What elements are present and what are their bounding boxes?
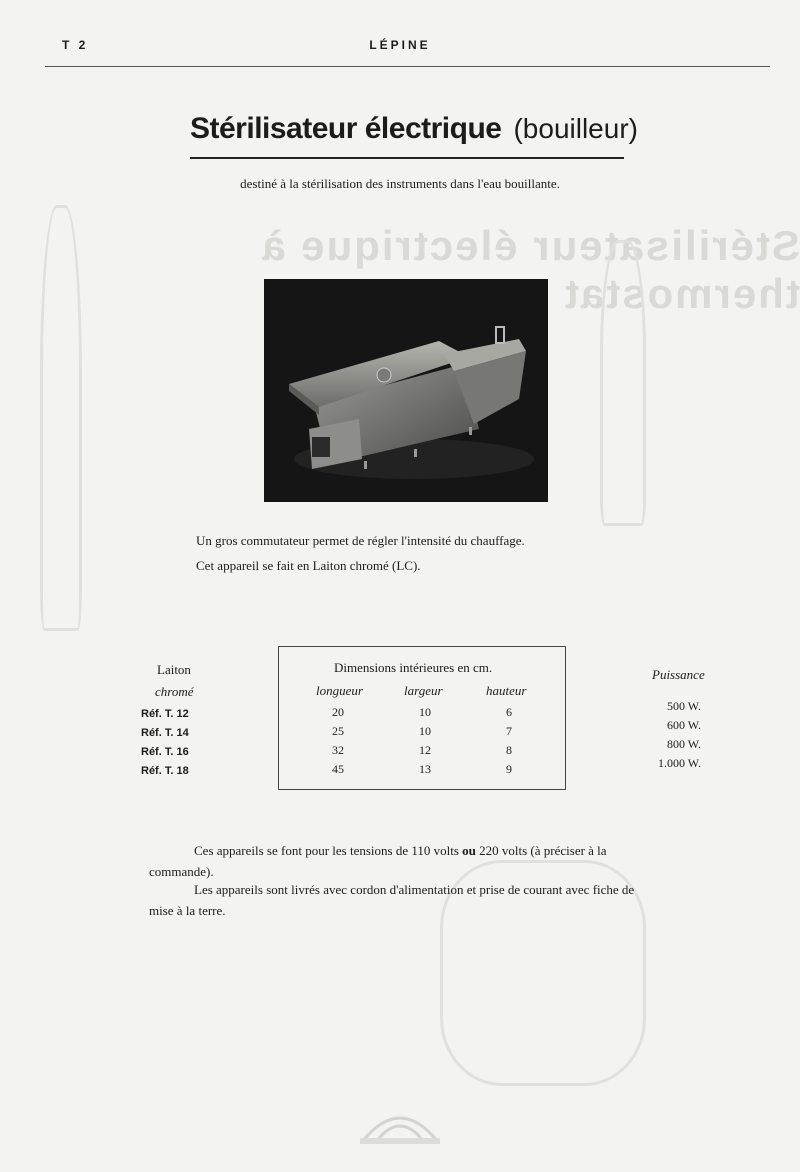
- tensions-text-after: 220 volts (à préciser à la commande).: [149, 843, 607, 879]
- cell-largeur: 13: [419, 762, 431, 776]
- table-row-ref: Réf. T. 16: [141, 746, 189, 758]
- cell-largeur: 10: [419, 705, 431, 719]
- header-rule: [45, 66, 770, 67]
- cell-largeur: 12: [419, 743, 431, 757]
- power-header: Puissance: [652, 667, 705, 682]
- cell-longueur: 20: [332, 705, 344, 719]
- cell-puissance: 500 W.: [666, 699, 701, 713]
- commutateur-text: Un gros commutateur permet de régler l'intensité du chauffage.: [196, 533, 525, 548]
- tensions-text-ou: ou: [462, 843, 476, 858]
- dimensions-header: Dimensions intérieures en cm.: [334, 660, 493, 675]
- cell-longueur: 25: [332, 724, 344, 738]
- cell-puissance: 1.000 W.: [657, 756, 701, 770]
- bleed-through-tool-shape: [600, 240, 646, 526]
- cell-hauteur: 8: [506, 743, 512, 757]
- cordon-paragraph: [149, 879, 661, 921]
- page-number: T 2: [62, 38, 89, 52]
- col-header-largeur: largeur: [404, 683, 443, 698]
- brand-logo-faint: [352, 1102, 448, 1151]
- table-row-ref: Réf. T. 12: [141, 708, 189, 720]
- cell-longueur: 32: [332, 743, 344, 757]
- tensions-paragraph: [149, 840, 661, 882]
- cell-hauteur: 9: [506, 762, 512, 776]
- col-header-longueur: longueur: [316, 683, 363, 698]
- bleed-through-knife-shape: [40, 205, 82, 631]
- material-label: Laiton: [157, 662, 191, 677]
- product-title: [190, 112, 638, 146]
- product-description: destiné à la stérilisation des instruments dans l'eau bouillante.: [240, 176, 560, 191]
- title-underline: [190, 157, 624, 159]
- cordon-text: Les appareils sont livrés avec cordon d'alimentation et prise de courant avec fiche de mise à la terre.: [149, 882, 635, 918]
- cell-longueur: 45: [332, 762, 344, 776]
- cell-largeur: 10: [419, 724, 431, 738]
- cell-puissance: 600 W.: [666, 718, 701, 732]
- table-row-ref: Réf. T. 14: [141, 727, 189, 739]
- finish-label: chromé: [155, 684, 194, 699]
- brand-header: LÉPINE: [369, 38, 431, 52]
- title-sub: (bouilleur): [513, 113, 638, 144]
- col-header-hauteur: hauteur: [486, 683, 527, 698]
- product-photo: [264, 279, 548, 502]
- title-main: Stérilisateur électrique: [190, 112, 502, 145]
- bleed-through-title: Stérilisateur électrique à thermostat: [260, 222, 800, 317]
- tensions-text-before: Ces appareils se font pour les tensions de 110 volts: [194, 843, 463, 858]
- cell-hauteur: 6: [506, 705, 512, 719]
- cell-hauteur: 7: [506, 724, 512, 738]
- table-row-ref: Réf. T. 18: [141, 765, 189, 777]
- cell-puissance: 800 W.: [666, 737, 701, 751]
- material-text: Cet appareil se fait en Laiton chromé (LC).: [196, 558, 421, 573]
